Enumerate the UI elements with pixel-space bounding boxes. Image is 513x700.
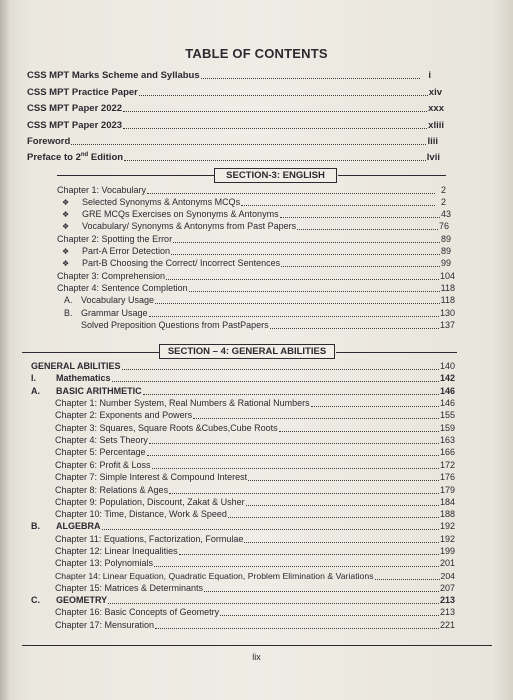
toc-entry-label: Chapter 2: Spotting the Error [57, 234, 173, 244]
toc-entry[interactable] [62, 197, 446, 208]
dot-leader [241, 204, 435, 206]
toc-entry[interactable] [55, 410, 455, 421]
toc-entry-label: ALGEBRA [56, 521, 101, 531]
toc-entry[interactable] [55, 423, 455, 434]
toc-entry-page: 89 [440, 234, 451, 244]
list-marker: A. [64, 295, 73, 305]
toc-entry[interactable] [62, 258, 451, 269]
preface-label-sup: nd [80, 151, 89, 158]
dot-leader [179, 553, 439, 555]
toc-entry[interactable] [64, 308, 455, 319]
dot-leader [220, 614, 439, 616]
dot-leader [102, 528, 439, 530]
toc-entry-page: 213 [439, 595, 455, 605]
toc-entry-label: Chapter 8: Relations & Ages [55, 485, 169, 495]
toc-entry[interactable] [27, 120, 444, 131]
toc-entry-page: 192 [439, 534, 455, 544]
toc-entry-page: 163 [439, 435, 455, 445]
toc-entry[interactable] [27, 136, 438, 147]
dot-leader [311, 405, 439, 407]
dot-leader [154, 565, 439, 567]
section-rule-right [338, 175, 446, 176]
toc-entry-label: Part-B Choosing the Correct/ Incorrect Sentences [82, 258, 281, 268]
toc-entry-label: BASIC ARITHMETIC [56, 386, 142, 396]
diamond-bullet-icon: ❖ [62, 198, 70, 207]
toc-entry-label: Chapter 4: Sets Theory [55, 435, 148, 445]
toc-entry-label: Grammar Usage [81, 308, 148, 318]
section-heading: SECTION-3: ENGLISH [214, 168, 337, 183]
toc-entry-label: Mathematics [56, 373, 111, 383]
section-rule-left [57, 175, 214, 176]
toc-entry-page: 99 [440, 258, 451, 268]
preface-label-pre: Preface to 2 [27, 152, 81, 163]
toc-entry-page: 155 [439, 410, 455, 420]
section-heading: SECTION – 4: GENERAL ABILITIES [159, 344, 335, 359]
toc-entry[interactable] [64, 295, 455, 306]
toc-entry-label: GEOMETRY [56, 595, 108, 605]
dot-leader [112, 380, 439, 382]
toc-entry-label: Chapter 3: Squares, Square Roots &Cubes,Cube Roots [55, 423, 278, 433]
toc-entry[interactable] [27, 103, 444, 114]
footer-rule [22, 645, 492, 646]
toc-entry-label: GENERAL ABILITIES [31, 361, 121, 371]
toc-entry[interactable] [27, 70, 431, 81]
toc-entry-label: GRE MCQs Exercises on Synonyms & Antonyms [82, 209, 279, 219]
toc-entry-label: Foreword [27, 136, 71, 147]
toc-entry[interactable] [62, 209, 451, 220]
toc-entry[interactable] [55, 558, 455, 569]
toc-entry-label: Vocabulary Usage [81, 295, 155, 305]
toc-entry-page: 159 [439, 423, 455, 433]
toc-entry-label: Chapter 15: Matrices & Determinants [55, 583, 204, 593]
toc-entry[interactable] [55, 472, 455, 483]
toc-entry-label: Chapter 16: Basic Concepts of Geometry [55, 607, 220, 617]
toc-entry-page: i [428, 70, 431, 81]
diamond-bullet-icon: ❖ [62, 222, 70, 231]
toc-entry-label [27, 152, 123, 163]
toc-entry-label: CSS MPT Practice Paper [27, 87, 138, 98]
toc-entry[interactable] [55, 460, 455, 471]
toc-entry-page: 207 [439, 583, 455, 593]
toc-entry[interactable] [57, 271, 455, 282]
section-rule-left [22, 352, 159, 353]
toc-entry-label: Chapter 2: Exponents and Powers [55, 410, 193, 420]
toc-entry[interactable] [55, 571, 455, 582]
dot-leader [149, 442, 439, 444]
dot-leader [193, 417, 439, 419]
toc-entry[interactable] [55, 583, 455, 594]
dot-leader [147, 192, 435, 194]
list-marker: C. [31, 595, 40, 605]
toc-entry-label: Chapter 14: Linear Equation, Quadratic Equation, Problem Elimination & Variations [55, 571, 374, 581]
toc-entry-label: Chapter 10: Time, Distance, Work & Speed [55, 509, 227, 519]
toc-entry-page: 184 [439, 497, 455, 507]
toc-entry-label: Chapter 1: Vocabulary [57, 185, 147, 195]
dot-leader [124, 159, 426, 161]
toc-entry[interactable] [55, 607, 455, 618]
dot-leader [248, 479, 439, 481]
toc-entry[interactable] [27, 87, 442, 98]
dot-leader [155, 627, 439, 629]
dot-leader [123, 127, 427, 129]
toc-entry-label: Solved Preposition Questions from PastPapers [81, 320, 269, 330]
toc-entry-label: CSS MPT Paper 2022 [27, 103, 123, 114]
toc-entry-label: Chapter 17: Mensuration [55, 620, 155, 630]
toc-entry-page: xiv [428, 87, 442, 98]
toc-entry-label: Chapter 3: Comprehension [57, 271, 166, 281]
toc-entry-page: 142 [439, 373, 455, 383]
page-binding-shadow [0, 0, 10, 700]
toc-entry-page: xxx [428, 103, 444, 114]
toc-entry[interactable] [81, 320, 455, 331]
toc-entry[interactable] [55, 546, 455, 557]
toc-entry-label: Chapter 4: Sentence Completion [57, 283, 188, 293]
toc-entry-page: lvii [426, 152, 440, 163]
toc-entry-page: 201 [439, 558, 455, 568]
dot-leader [171, 253, 440, 255]
toc-entry-page: 130 [439, 308, 455, 318]
toc-entry-page: 172 [439, 460, 455, 470]
list-marker: B. [64, 308, 73, 318]
toc-entry[interactable] [55, 620, 455, 631]
toc-entry-page: 118 [440, 283, 455, 293]
dot-leader [270, 327, 439, 329]
toc-entry[interactable] [27, 152, 440, 163]
diamond-bullet-icon: ❖ [62, 247, 70, 256]
toc-entry-label: Chapter 9: Population, Discount, Zakat & Usher [55, 497, 245, 507]
dot-leader [149, 315, 439, 317]
toc-entry-page: 146 [439, 398, 455, 408]
diamond-bullet-icon: ❖ [62, 210, 70, 219]
toc-entry-page: 89 [440, 246, 451, 256]
toc-entry-page: 2 [440, 197, 446, 207]
dot-leader [189, 290, 440, 292]
toc-entry-label: Part-A Error Detection [82, 246, 171, 256]
toc-entry-page: xliii [428, 120, 444, 131]
toc-entry-label: Chapter 5: Percentage [55, 447, 146, 457]
diamond-bullet-icon: ❖ [62, 259, 70, 268]
toc-entry-page: 76 [438, 221, 449, 231]
toc-entry[interactable] [31, 386, 455, 397]
toc-entry-page: 118 [440, 295, 455, 305]
dot-leader [297, 228, 438, 230]
toc-entry-label: Chapter 1: Number System, Real Numbers & Rational Numbers [55, 398, 310, 408]
toc-entry-label: CSS MPT Marks Scheme and Syllabus [27, 70, 200, 81]
toc-entry-page: 104 [439, 271, 455, 281]
dot-leader [244, 541, 439, 543]
toc-entry[interactable] [57, 185, 446, 196]
toc-entry-label: CSS MPT Paper 2023 [27, 120, 123, 131]
dot-leader [143, 393, 439, 395]
toc-entry[interactable] [62, 246, 451, 257]
toc-entry[interactable] [31, 373, 455, 384]
toc-entry-label: Selected Synonyms & Antonyms MCQs [82, 197, 241, 207]
toc-entry[interactable] [55, 398, 455, 409]
dot-leader [281, 265, 440, 267]
toc-entry-page: 137 [439, 320, 455, 330]
toc-entry[interactable] [31, 595, 455, 606]
toc-entry-page: 2 [440, 185, 446, 195]
dot-leader [201, 77, 420, 79]
dot-leader [122, 368, 439, 370]
toc-entry[interactable] [57, 234, 451, 245]
dot-leader [155, 302, 440, 304]
toc-entry-page: 213 [439, 607, 455, 617]
dot-leader [71, 143, 426, 145]
dot-leader [280, 216, 440, 218]
section-rule-right [336, 352, 457, 353]
toc-entry-page: 146 [439, 386, 455, 396]
toc-entry[interactable] [55, 534, 455, 545]
toc-entry-page: 179 [439, 485, 455, 495]
toc-entry-page: 204 [440, 571, 455, 581]
toc-entry-label: Chapter 12: Linear Inequalities [55, 546, 178, 556]
toc-entry[interactable] [31, 361, 455, 372]
dot-leader [173, 241, 440, 243]
toc-entry[interactable] [31, 521, 455, 532]
list-marker: B. [31, 521, 40, 531]
dot-leader [246, 504, 439, 506]
toc-entry-page: 192 [439, 521, 455, 531]
toc-entry-page: 199 [439, 546, 455, 556]
toc-entry-page: 140 [439, 361, 455, 371]
dot-leader [375, 578, 440, 580]
dot-leader [204, 590, 439, 592]
toc-entry[interactable] [55, 435, 455, 446]
dot-leader [108, 602, 439, 604]
toc-entry[interactable] [55, 509, 455, 520]
page-title: TABLE OF CONTENTS [185, 46, 328, 61]
dot-leader [279, 430, 439, 432]
toc-entry-label: Vocabulary/ Synonyms & Antonyms from Past Papers [82, 221, 297, 231]
dot-leader [147, 454, 439, 456]
toc-entry[interactable] [57, 283, 455, 294]
toc-entry[interactable] [55, 485, 455, 496]
toc-entry-page: 166 [439, 447, 455, 457]
toc-entry-label: Chapter 6: Profit & Loss [55, 460, 151, 470]
dot-leader [169, 492, 439, 494]
toc-entry[interactable] [55, 497, 455, 508]
toc-entry-page: liii [427, 136, 438, 147]
dot-leader [139, 94, 428, 96]
dot-leader [166, 278, 439, 280]
list-marker: A. [31, 386, 40, 396]
preface-label-post: Edition [88, 152, 124, 163]
toc-entry[interactable] [55, 447, 455, 458]
dot-leader [228, 516, 439, 518]
list-marker: I. [31, 373, 37, 383]
footer-page-number: lix [252, 652, 261, 662]
toc-entry[interactable] [62, 221, 449, 232]
toc-entry-label: Chapter 11: Equations, Factorization, Formulae [55, 534, 244, 544]
toc-entry-page: 221 [439, 620, 455, 630]
toc-entry-page: 176 [439, 472, 455, 482]
dot-leader [123, 110, 427, 112]
toc-entry-page: 188 [439, 509, 455, 519]
toc-entry-label: Chapter 13: Polynomials [55, 558, 154, 568]
toc-entry-page: 43 [440, 209, 451, 219]
dot-leader [152, 467, 439, 469]
toc-entry-label: Chapter 7: Simple Interest & Compound Interest [55, 472, 248, 482]
